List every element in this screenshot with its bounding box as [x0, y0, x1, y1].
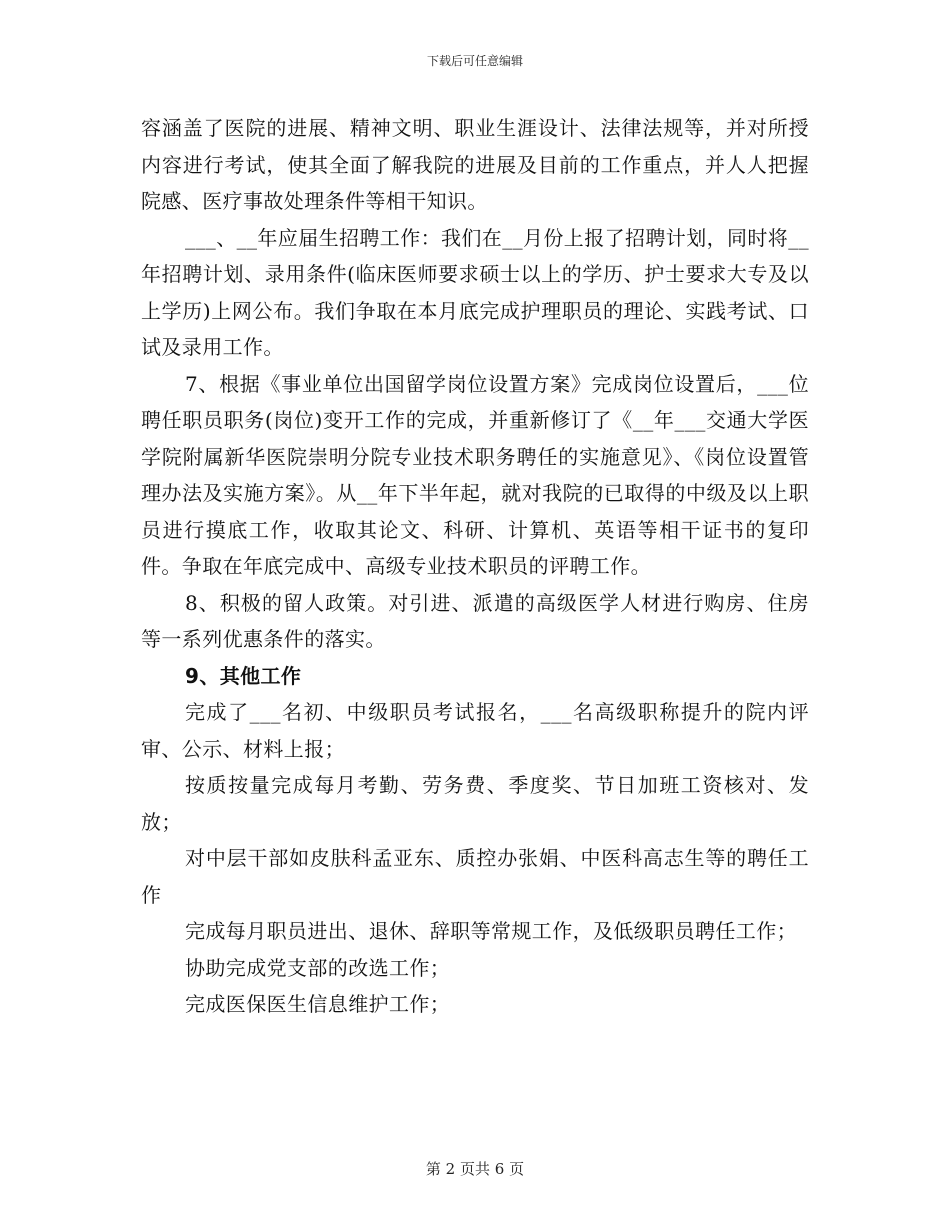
list-item: 完成了___名初、中级职员考试报名，___名高级职称提升的院内评审、公示、材料上报；	[141, 700, 809, 761]
list-item: 完成医保医生信息维护工作；	[185, 992, 451, 1016]
list-item: 对中层干部如皮肤科孟亚东、质控办张娟、中医科高志生等的聘任工作	[141, 846, 809, 907]
list-item: 协助完成党支部的改选工作；	[185, 955, 451, 980]
paragraph-item-7: 7、根据《事业单位出国留学岗位设置方案》完成岗位设置后，___位聘任职员职务(岗位)变开工作的完成，并重新修订了《__年___交通大学医学院附属新华医院崇明分院专业技术职务聘任的实施意见》、《岗位设置管理办法及实施方案》。从__年下半年起，就对我院的已取得的中级及以上职员进行摸底工作，收取其论文、科研、计算机、英语等相干证书的复印件。争取在年底完成中、高级专业技术职员的评聘工作。	[141, 371, 809, 578]
document-body	[141, 110, 809, 1023]
section-heading-9: 9、其他工作	[185, 663, 302, 688]
page-header: 下载后可任意编辑	[426, 54, 523, 68]
list-item: 完成每月职员进出、退休、辞职等常规工作，及低级职员聘任工作；	[185, 919, 797, 943]
paragraph-recruitment: ___、__年应届生招聘工作：我们在__月份上报了招聘计划，同时将__年招聘计划、录用条件(临床医师要求硕士以上的学历、护士要求大专及以上学历)上网公布。我们争取在本月底完成护理职员的理论、实践考试、口试及录用工作。	[141, 225, 809, 359]
page-number: 第 2 页共 6 页	[425, 1160, 525, 1178]
paragraph-continuation: 容涵盖了医院的进展、精神文明、职业生涯设计、法律法规等，并对所授内容进行考试，使其全面了解我院的进展及目前的工作重点，并人人把握院感、医疗事故处理条件等相干知识。	[141, 116, 809, 213]
list-item: 按质按量完成每月考勤、劳务费、季度奖、节日加班工资核对、发放；	[141, 773, 809, 834]
paragraph-item-8: 8、积极的留人政策。对引进、派遣的高级医学人材进行购房、住房等一系列优惠条件的落实。	[141, 590, 809, 651]
